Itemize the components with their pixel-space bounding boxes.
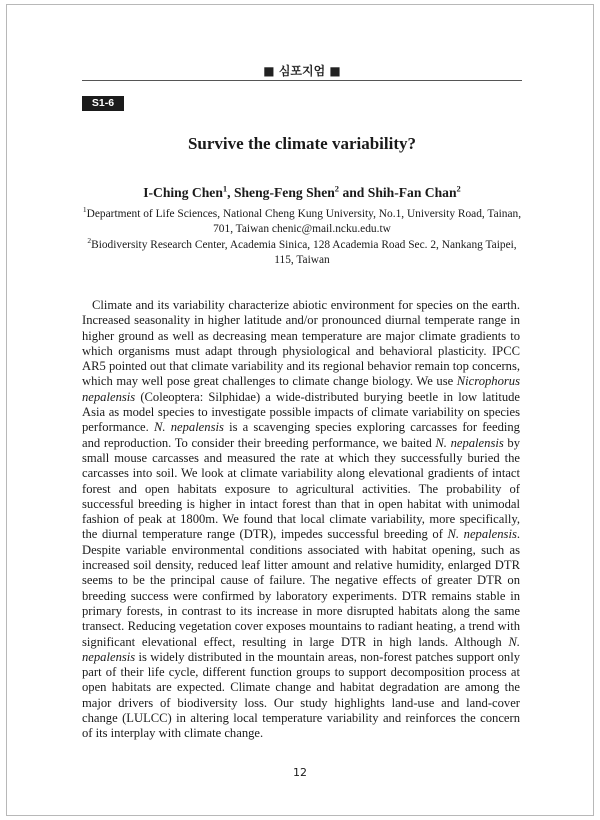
paper-title: Survive the climate variability? [187,134,417,153]
affiliation-mark: 2 [87,235,92,245]
abstract-text: (Coleoptera: Silphidae) a wide-distributed burying beetle in low latitude Asia as model species to investigate possible impacts of climate variability on species performance. [82,389,520,435]
species-name: N. nepalensis [447,527,517,542]
affiliation-line: Biodiversity Research Center, Academia Sinica, 128 Academia Road Sec. 2, Nankang Taipei, [91,238,517,251]
session-code-badge: S1-6 [82,96,124,111]
affiliation-line: 701, Taiwan chenic@mail.ncku.edu.tw [213,223,391,236]
affiliation-line: Department of Life Sciences, National Cheng Kung University, No.1, University Road, Tainan, [86,208,522,220]
author-separator: , [227,185,234,200]
affiliation-entry [82,235,522,253]
abstract-text: by small mouse carcasses and measured the rate at which they successfully buried the carcasses into soil. We look at climate variability along elevational gradients of intact forest and open habitats exposure to agricultural activities. The probability of successful breeding is higher in intact forest than that in open habitat with unimodal fashion of peak at 1800m. We found that local climate variability, more specifically, the diurnal temperature range (DTR), impedes successful breeding of [82,435,520,542]
affiliation-mark: 1 [82,205,87,215]
affiliations [82,207,522,268]
author-affiliation-mark: 2 [334,183,340,194]
abstract-text: is widely distributed in the mountain areas, non-forest patches support only part of their life cycle, different function groups to support decomposition process at open habitats are expected. Climate change and habitat degradation are among the major drivers of biodiversity loss. Our study highlights land-use and land-cover change (LULCC) in altering local temperature variability and reinforces the concern of its interplay with climate change. [82,649,520,741]
affiliation-entry [82,207,522,222]
author-affiliation-mark: 2 [456,183,461,194]
abstract-text: Climate and its variability characterize abiotic environment for species on the earth. Increased seasonality in higher latitude and/or pronounced diurnal temperate range in higher ground as well as decreasing mean temperature are major climate gradients to which organisms must adapt through physiological and behavioral plasticity. IPCC AR5 pointed out that climate variability and its regional behavior remain top concerns, which may well pose great challenges to climate change biology. We use [82,298,520,389]
affiliation-line: 115, Taiwan [274,253,330,266]
species-name: N. nepalensis [82,634,520,664]
section-header: ■ 심포지엄 ■ [263,64,341,78]
species-name: Nicrophorus nepalensis [82,374,520,404]
author-name: Sheng-Feng Shen [233,185,335,200]
abstract-body [82,298,520,742]
author-separator: and [339,185,368,200]
author-line [82,185,522,201]
page-number: 12 [293,766,307,779]
species-name: N. nepalensis [435,435,504,450]
abstract-text: is a scavenging species exploring carcasses for feeding and reproduction. To consider their breeding performance, we baited [82,420,520,450]
author-affiliation-mark: 1 [222,183,228,194]
abstract-text: . Despite variable environmental conditions associated with habitat opening, such as increased soil density, reduced leaf litter amount and relative humidity, enlarged DTR seems to be the principal cause of failure. The negative effects of greater DTR on breeding success were confirmed by laboratory experiments. DTR remains stable in primary forests, in contrast to its increase in more disrupted habitats along the same transect. Reducing vegetation cover exposes mountains to radiant heating, a trend with significant elevational effect, resulting in large DTR in high lands. Although [82,527,520,649]
species-name: N. nepalensis [153,420,224,435]
header-divider [82,80,522,81]
author-name: I-Ching Chen [143,185,223,200]
author-name: Shih-Fan Chan [367,185,457,200]
